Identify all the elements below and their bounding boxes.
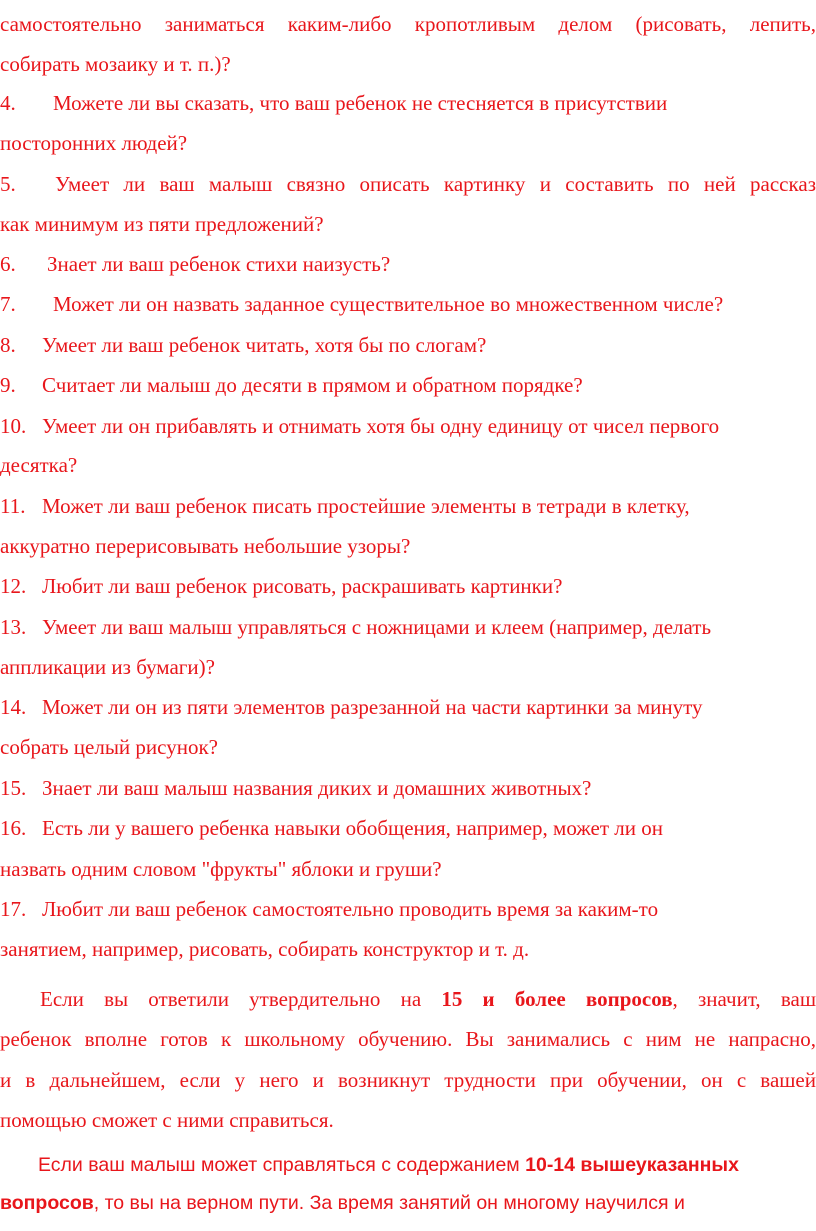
question-number: 10. xyxy=(0,414,27,438)
question-12 xyxy=(0,572,562,600)
question-8 xyxy=(0,331,486,359)
question-text: Умеет ли он прибавлять и отнимать хотя бы одну единицу от чисел первого xyxy=(42,414,720,438)
bold-text: вопросов xyxy=(0,1192,94,1214)
question-17 xyxy=(0,895,658,923)
question-number: 13. xyxy=(0,615,27,639)
paragraph-15-line-2: ребенок вполне готов к школьному обучению. Вы занимались с ним не напрасно, xyxy=(0,1027,816,1051)
question-number: 8. xyxy=(0,333,16,357)
question-15 xyxy=(0,774,591,802)
question-10-line-2: десятка? xyxy=(0,453,78,477)
text: Если ваш малыш может справляться с содержанием xyxy=(38,1154,526,1176)
question-number: 14. xyxy=(0,695,27,719)
question-number: 5. xyxy=(0,172,16,196)
paragraph-15-line-3: и в дальнейшем, если у него и возникнут трудности при обучении, он с вашей xyxy=(0,1068,816,1092)
question-text: Знает ли ваш ребенок стихи наизусть? xyxy=(47,252,391,276)
question-number: 16. xyxy=(0,816,27,840)
question-text: Может ли ваш ребенок писать простейшие элементы в тетради в клетку, xyxy=(42,494,690,518)
question-11-line-2: аккуратно перерисовывать небольшие узоры? xyxy=(0,534,411,558)
question-14 xyxy=(0,693,703,721)
question-text: Умеет ли ваш малыш связно описать картинку и составить по ней рассказ xyxy=(55,172,816,196)
question-text: Считает ли малыш до десяти в прямом и обратном порядке? xyxy=(42,373,583,397)
question-text: Любит ли ваш ребенок рисовать, раскрашивать картинки? xyxy=(42,574,563,598)
question-5 xyxy=(0,170,816,198)
question-text: Умеет ли ваш малыш управляться с ножницами и клеем (например, делать xyxy=(42,615,712,639)
question-text: Умеет ли ваш ребенок читать, хотя бы по слогам? xyxy=(42,333,487,357)
question-text: Любит ли ваш ребенок самостоятельно проводить время за каким-то xyxy=(42,897,659,921)
question-13-line-2: аппликации из бумаги)? xyxy=(0,655,215,679)
question-number: 6. xyxy=(0,252,16,276)
paragraph-15-line-1 xyxy=(0,985,816,1013)
paragraph-15-line-4: помощью сможет с ними справиться. xyxy=(0,1108,334,1132)
question-5-line-2: как минимум из пяти предложений? xyxy=(0,212,324,236)
question-number: 12. xyxy=(0,574,27,598)
question-9 xyxy=(0,371,583,399)
question-number: 9. xyxy=(0,373,16,397)
question-text: Знает ли ваш малыш названия диких и домашних животных? xyxy=(42,776,592,800)
question-4-line-2: посторонних людей? xyxy=(0,131,188,155)
question-10 xyxy=(0,412,719,440)
question-text: Можете ли вы сказать, что ваш ребенок не стесняется в присутствии xyxy=(53,91,668,115)
q3-continuation-line-2: собирать мозаику и т. п.)? xyxy=(0,52,231,76)
paragraph-10-14-line-2 xyxy=(0,1189,685,1217)
question-16-line-2: назвать одним словом "фрукты" яблоки и груши? xyxy=(0,857,442,881)
question-16 xyxy=(0,814,663,842)
text: , то вы на верном пути. За время занятий он многому научился и xyxy=(93,1192,685,1214)
text: , значит, ваш xyxy=(672,987,816,1011)
question-text: Есть ли у вашего ребенка навыки обобщения, например, может ли он xyxy=(42,816,663,840)
question-number: 11. xyxy=(0,494,26,518)
question-4 xyxy=(0,89,667,117)
bold-text: 15 и более вопросов xyxy=(441,987,673,1011)
question-number: 4. xyxy=(0,91,16,115)
question-7 xyxy=(0,290,723,318)
question-11 xyxy=(0,492,690,520)
bold-text: 10-14 вышеуказанных xyxy=(525,1154,739,1176)
question-number: 15. xyxy=(0,776,27,800)
question-13 xyxy=(0,613,711,641)
q3-continuation-line-1: самостоятельно заниматься каким-либо кропотливым делом (рисовать, лепить, xyxy=(0,12,816,36)
question-6 xyxy=(0,250,390,278)
question-text: Может ли он из пяти элементов разрезанной на части картинки за минуту xyxy=(42,695,703,719)
question-text: Может ли он назвать заданное существительное во множественном числе? xyxy=(53,292,724,316)
question-number: 17. xyxy=(0,897,27,921)
question-17-line-2: занятием, например, рисовать, собирать конструктор и т. д. xyxy=(0,937,530,961)
paragraph-10-14-line-1 xyxy=(38,1151,739,1179)
question-14-line-2: собрать целый рисунок? xyxy=(0,735,218,759)
question-number: 7. xyxy=(0,292,16,316)
text: Если вы ответили утвердительно на xyxy=(40,987,442,1011)
